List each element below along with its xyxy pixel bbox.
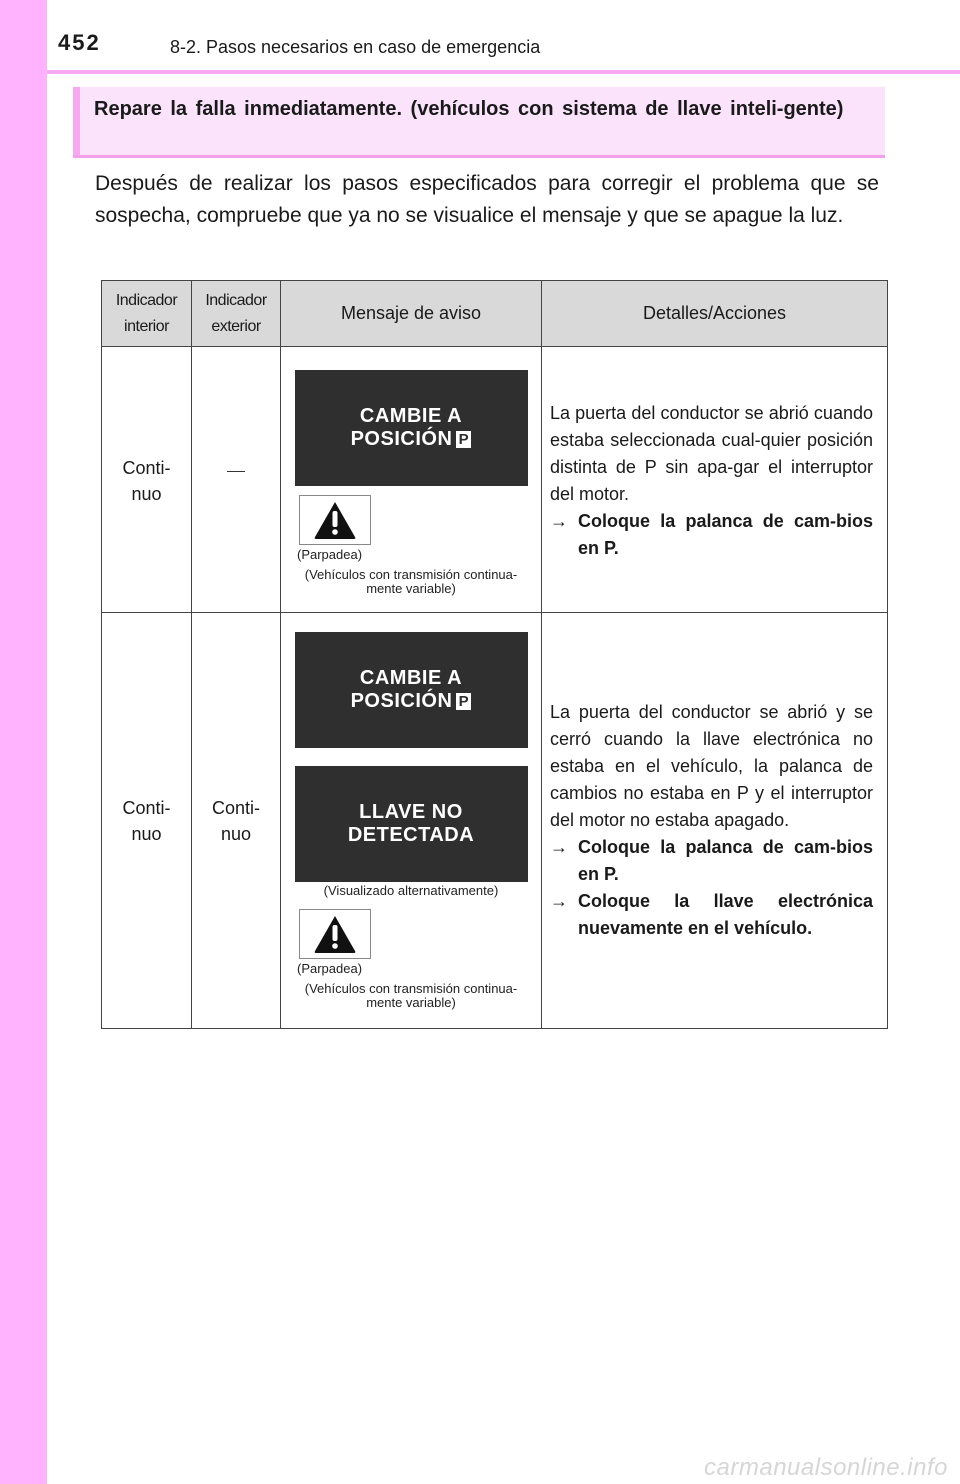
details-text: La puerta del conductor se abrió y se cerró cuando la llave electrónica no estaba en el vehículo, la palanca de cambios no estaba en P y el interruptor del motor no estaba apagado. [550,702,873,830]
master-warning-icon-box [299,495,371,545]
arrow-icon: → [550,511,568,531]
heading-accent-bar [73,87,80,155]
action-item [550,508,873,562]
page-edge-tab [0,0,47,1484]
subsection-heading: Repare la falla inmediatamente. (vehículos con sistema de llave inteli-gente) [94,98,844,120]
header-indicator-exterior: Indicador exterior [192,281,281,347]
details-text: La puerta del conductor se abrió cuando estaba seleccionada cual-quier posición distinta de P sin apa-gar el interruptor del motor. [550,403,873,504]
display-llave-no-detectada [295,766,528,882]
table-row [102,347,888,613]
header-message: Mensaje de aviso [281,281,542,347]
subsection-heading-box [73,87,885,158]
action-item [550,834,873,888]
section-title: 8-2. Pasos necesarios en caso de emergencia [170,37,541,57]
display-cambie-posicion [295,632,528,748]
display-cambie-posicion [295,370,528,486]
table-row [102,613,888,1029]
header-details: Detalles/Acciones [542,281,888,347]
action-text: Coloque la llave electrónica nuevamente en el vehículo. [578,891,873,938]
interior-indicator-value: Conti-nuo [122,797,171,844]
watermark: carmanualsonline.info [704,1454,948,1481]
table-header-row [102,281,888,347]
header-indicator-interior: Indicador interior [102,281,192,347]
page-number: 452 [58,30,101,55]
master-warning-icon-box [299,909,371,959]
park-badge: P [456,693,471,710]
exterior-indicator-none [227,471,245,472]
exterior-indicator-value: Conti-nuo [211,797,260,844]
warning-triangle-icon [313,500,357,540]
blink-note: (Parpadea) [297,547,363,562]
interior-indicator-value: Conti-nuo [122,458,171,504]
action-text: Coloque la palanca de cam-bios en P. [578,837,873,884]
alternate-note: (Visualizado alternativamente) [323,883,499,898]
arrow-icon: → [550,891,568,911]
park-badge: P [456,431,471,448]
arrow-icon: → [550,837,568,857]
warning-triangle-icon [313,914,357,954]
blink-note: (Parpadea) [297,961,363,976]
action-item [550,888,873,942]
vehicle-note: (Vehículos con transmisión continua-mente variable) [304,567,518,596]
warning-table [101,280,888,1029]
screen-text-line2: POSICIÓN [350,428,453,450]
header-rule [47,70,960,74]
screen-text-line1: CAMBIE A [359,667,463,689]
screen-text-line2: POSICIÓN [350,690,453,712]
screen2-text-line1: LLAVE NO [359,801,463,823]
screen-text-line1: CAMBIE A [359,405,463,427]
screen2-text-line2: DETECTADA [347,824,475,846]
intro-paragraph: Después de realizar los pasos especificados para corregir el problema que se sospecha, compruebe que ya no se visualice el mensaje y que se apague la luz. [95,172,879,227]
vehicle-note: (Vehículos con transmisión continua-mente variable) [304,981,518,1010]
action-text: Coloque la palanca de cam-bios en P. [578,511,873,558]
